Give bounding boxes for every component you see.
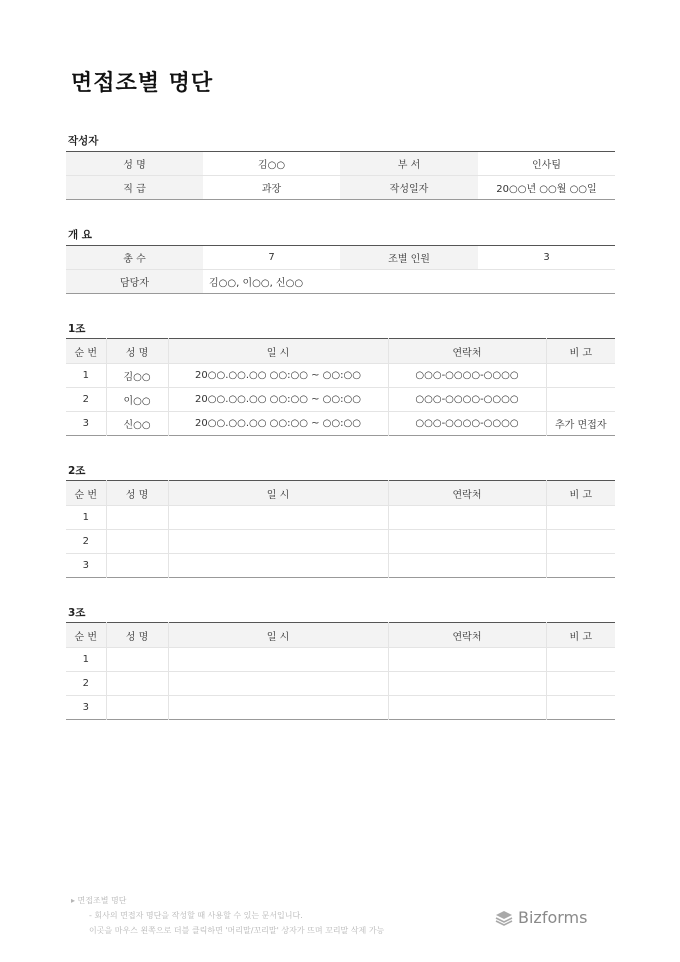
rank-value[interactable]: 과장 xyxy=(203,176,340,200)
row-note[interactable] xyxy=(546,554,615,578)
table-row xyxy=(66,152,615,176)
row-no: 2 xyxy=(66,530,106,554)
header-no: 순 번 xyxy=(66,339,106,364)
row-note[interactable]: 추가 면접자 xyxy=(546,412,615,436)
row-contact[interactable] xyxy=(388,554,546,578)
overview-section-heading: 개 요 xyxy=(68,229,92,241)
header-datetime: 일 시 xyxy=(168,623,388,648)
table-row xyxy=(66,364,615,388)
author-name-value[interactable]: 김○○ xyxy=(257,160,286,171)
header-contact: 연락처 xyxy=(388,481,546,506)
table-header-row xyxy=(66,623,615,648)
row-datetime[interactable] xyxy=(168,672,388,696)
header-datetime: 일 시 xyxy=(168,481,388,506)
footer-title: ▸ 면접조별 명단 xyxy=(71,896,127,905)
brand-name: Bizforms xyxy=(518,908,588,927)
group3-heading: 3조 xyxy=(68,607,86,619)
row-no: 3 xyxy=(66,554,106,578)
group1-table xyxy=(66,338,615,436)
row-datetime[interactable] xyxy=(168,648,388,672)
row-note[interactable] xyxy=(546,696,615,720)
row-name[interactable] xyxy=(106,648,168,672)
group-size-value[interactable]: 3 xyxy=(543,252,550,263)
row-name[interactable] xyxy=(106,506,168,530)
table-row xyxy=(66,506,615,530)
footer[interactable] xyxy=(71,893,384,938)
row-contact[interactable]: ○○○-○○○○-○○○○ xyxy=(388,388,546,412)
date-label: 작성일자 xyxy=(340,176,478,200)
header-name: 성 명 xyxy=(106,481,168,506)
row-contact[interactable] xyxy=(388,648,546,672)
row-contact[interactable] xyxy=(388,506,546,530)
header-name: 성 명 xyxy=(106,623,168,648)
row-name[interactable] xyxy=(106,554,168,578)
row-no: 2 xyxy=(66,388,106,412)
row-name[interactable] xyxy=(106,696,168,720)
row-contact[interactable] xyxy=(388,530,546,554)
manager-label: 담당자 xyxy=(66,270,203,294)
table-row xyxy=(66,696,615,720)
row-no: 1 xyxy=(66,364,106,388)
table-row xyxy=(66,246,615,270)
row-note[interactable] xyxy=(546,388,615,412)
name-label: 성 명 xyxy=(66,152,203,176)
rank-label: 직 급 xyxy=(66,176,203,200)
row-contact[interactable]: ○○○-○○○○-○○○○ xyxy=(388,412,546,436)
total-value[interactable]: 7 xyxy=(268,252,275,263)
row-note[interactable] xyxy=(546,506,615,530)
row-datetime[interactable]: 20○○.○○.○○ ○○:○○ ~ ○○:○○ xyxy=(168,412,388,436)
table-row xyxy=(66,530,615,554)
row-datetime[interactable] xyxy=(168,554,388,578)
table-row xyxy=(66,388,615,412)
table-header-row xyxy=(66,481,615,506)
group3-table xyxy=(66,622,615,720)
row-note[interactable] xyxy=(546,672,615,696)
row-name[interactable]: 이○○ xyxy=(106,388,168,412)
row-name[interactable] xyxy=(106,530,168,554)
author-table xyxy=(66,151,615,200)
row-datetime[interactable]: 20○○.○○.○○ ○○:○○ ~ ○○:○○ xyxy=(168,388,388,412)
department-value[interactable]: 인사팀 xyxy=(532,160,561,171)
manager-value[interactable]: 김○○, 이○○, 신○○ xyxy=(203,270,615,294)
row-name[interactable]: 김○○ xyxy=(106,364,168,388)
row-name[interactable] xyxy=(106,672,168,696)
group2-heading: 2조 xyxy=(68,465,86,477)
author-section-heading: 작성자 xyxy=(68,135,99,147)
footer-hint: 이곳을 마우스 왼쪽으로 더블 클릭하면 '머리말/꼬리말' 상자가 뜨며 꼬리말 삭제 가능 xyxy=(89,926,385,935)
row-note[interactable] xyxy=(546,364,615,388)
group1-heading: 1조 xyxy=(68,323,86,335)
header-note: 비 고 xyxy=(546,339,615,364)
table-row xyxy=(66,412,615,436)
row-contact[interactable] xyxy=(388,672,546,696)
header-datetime: 일 시 xyxy=(168,339,388,364)
header-name: 성 명 xyxy=(106,339,168,364)
table-row xyxy=(66,648,615,672)
table-header-row xyxy=(66,339,615,364)
row-datetime[interactable]: 20○○.○○.○○ ○○:○○ ~ ○○:○○ xyxy=(168,364,388,388)
page-title: 면접조별 명단 xyxy=(71,71,214,96)
row-no: 3 xyxy=(66,412,106,436)
footer-description: - 회사의 면접자 명단을 작성할 때 사용할 수 있는 문서입니다. xyxy=(89,911,303,920)
table-row xyxy=(66,176,615,200)
header-note: 비 고 xyxy=(546,481,615,506)
row-note[interactable] xyxy=(546,648,615,672)
header-no: 순 번 xyxy=(66,623,106,648)
table-row xyxy=(66,672,615,696)
table-row xyxy=(66,554,615,578)
row-no: 1 xyxy=(66,506,106,530)
group-size-label: 조별 인원 xyxy=(340,246,478,270)
row-datetime[interactable] xyxy=(168,506,388,530)
row-contact[interactable]: ○○○-○○○○-○○○○ xyxy=(388,364,546,388)
header-no: 순 번 xyxy=(66,481,106,506)
header-contact: 연락처 xyxy=(388,339,546,364)
bizforms-logo-icon xyxy=(495,910,513,926)
group2-table xyxy=(66,480,615,578)
row-datetime[interactable] xyxy=(168,696,388,720)
row-no: 2 xyxy=(66,672,106,696)
header-contact: 연락처 xyxy=(388,623,546,648)
table-row xyxy=(66,270,615,294)
row-note[interactable] xyxy=(546,530,615,554)
row-no: 3 xyxy=(66,696,106,720)
brand-logo xyxy=(495,908,587,927)
total-label: 총 수 xyxy=(66,246,203,270)
overview-table xyxy=(66,245,615,294)
row-name[interactable]: 신○○ xyxy=(106,412,168,436)
department-label: 부 서 xyxy=(340,152,478,176)
date-value[interactable]: 20○○년 ○○월 ○○일 xyxy=(478,176,615,200)
row-no: 1 xyxy=(66,648,106,672)
row-contact[interactable] xyxy=(388,696,546,720)
header-note: 비 고 xyxy=(546,623,615,648)
row-datetime[interactable] xyxy=(168,530,388,554)
